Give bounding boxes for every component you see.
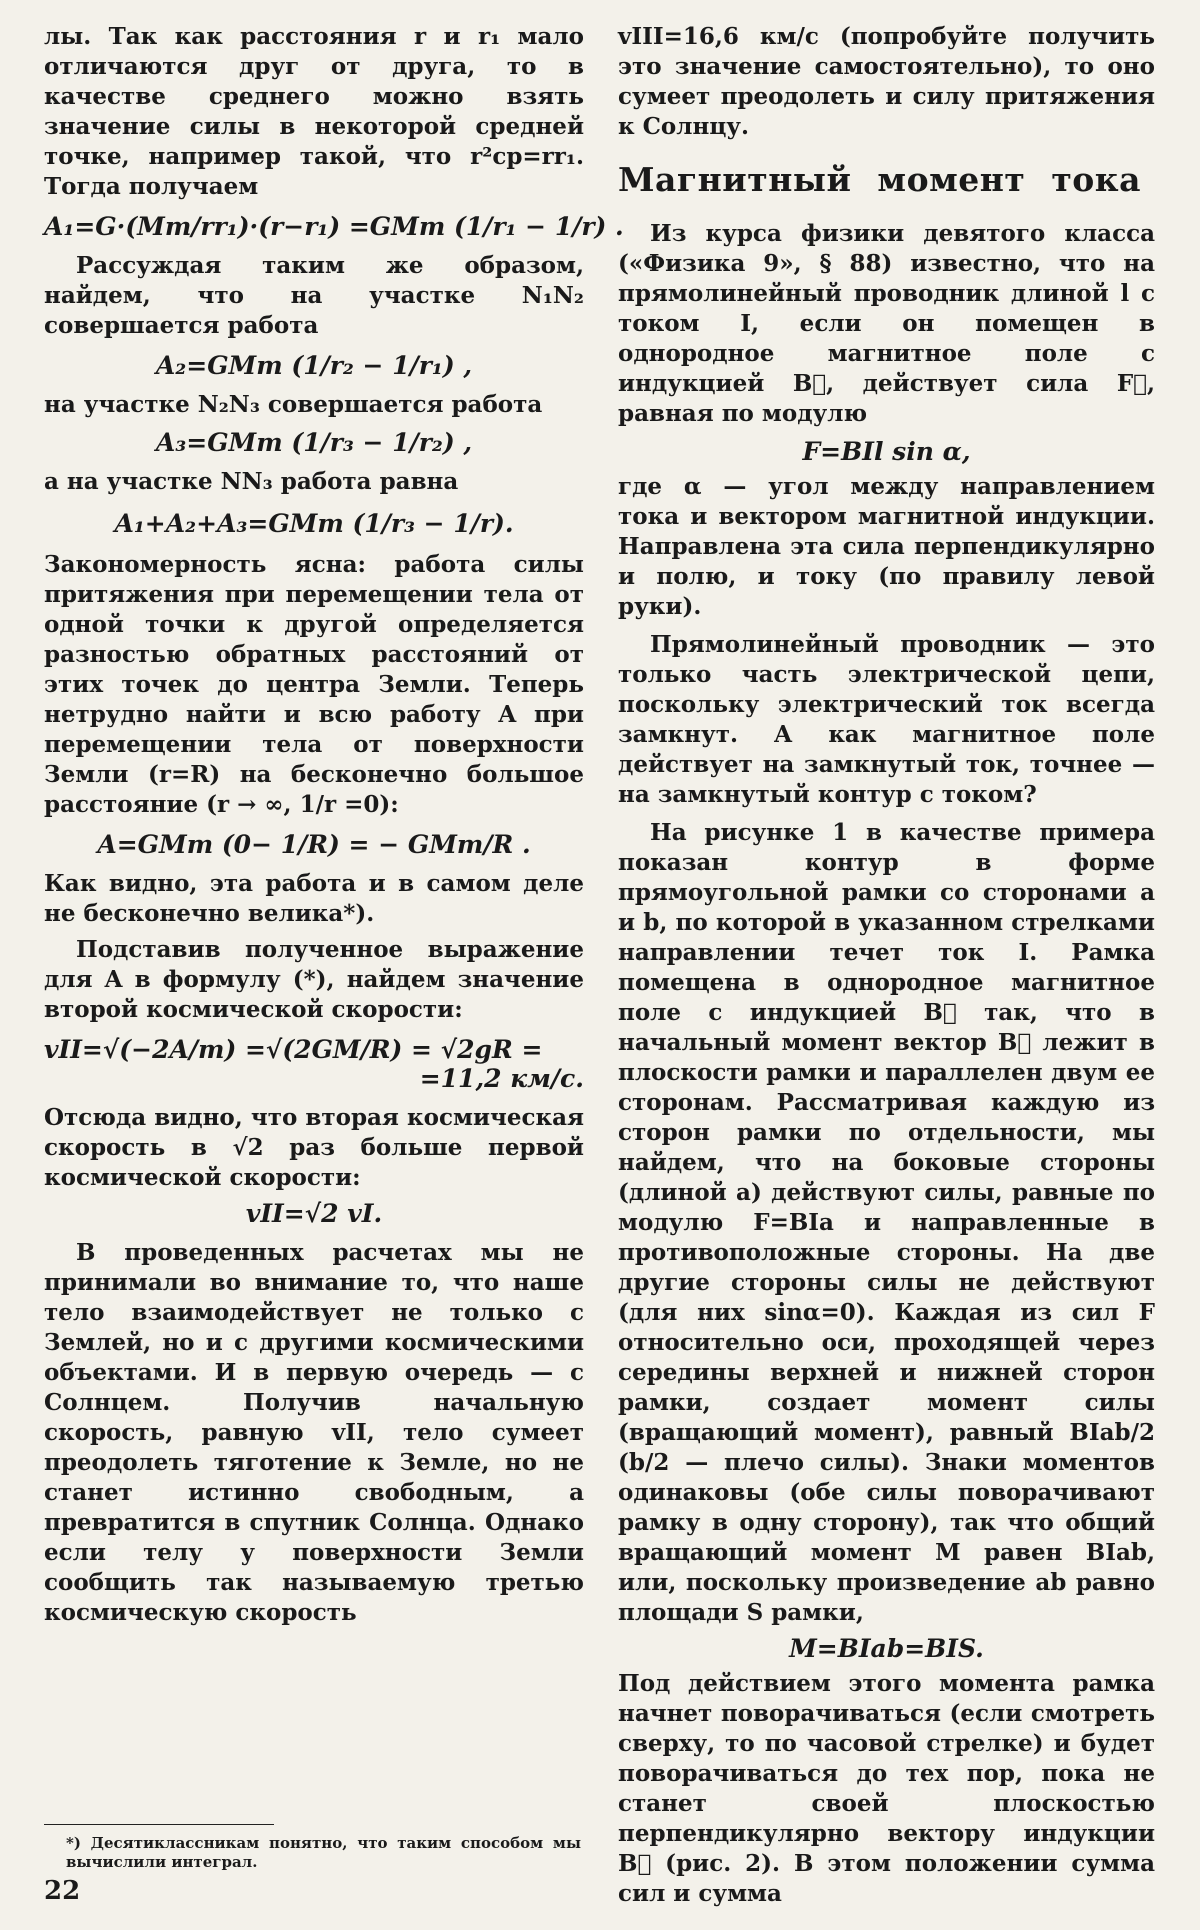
paragraph: В проведенных расчетах мы не принимали во внимание то, что наше тело взаимодействует не только с Землей, но и с другими космическими объектами. И в первую очередь — с Солнцем. Получив начальную скорость, равную vII, тело сумеет преодолеть тяготение к Земле, но не станет истинно свободным, а превратится в спутник Солнца. Однако если телу у поверхности Земли сообщить так называемую третью космическую скорость	[44, 1239, 584, 1626]
paragraph: Прямолинейный проводник — это только часть электрической цепи, поскольку электрический ток всегда замкнут. А как магнитное поле действует на замкнутый ток, точнее — на замкнутый контур с током?	[618, 631, 1155, 808]
formula: A=GMm (0− 1/R) = − GMm/R .	[97, 830, 531, 859]
formula: =11,2 км/с.	[419, 1064, 584, 1093]
paragraph: на участке N₂N₃ совершается работа	[44, 391, 543, 418]
formula: A₁+A₂+A₃=GMm (1/r₃ − 1/r).	[114, 509, 514, 538]
formula: vII=√2 vI.	[245, 1199, 383, 1228]
paragraph: Под действием этого момента рамка начнет поворачиваться (если смотреть сверху, то по часовой стрелке) и будет поворачиваться до тех пор, пока не станет своей плоскостью перпендикулярно вектору индукции B⃗ (рис. 2). В этом положении сумма сил и сумма	[618, 1670, 1155, 1907]
paragraph: Как видно, эта работа и в самом деле не бесконечно велика*).	[44, 870, 584, 927]
formula: F=BIl sin α,	[802, 437, 971, 466]
formula: A₁=G·(Mm/rr₁)·(r−r₁) =GMm (1/r₁ − 1/r) .	[44, 212, 624, 241]
paragraph: На рисунке 1 в качестве примера показан контур в форме прямоугольной рамки со сторонами a и b, по которой в указанном стрелками направлении течет ток I. Рамка помещена в однородное магнитное поле с индукцией B⃗ так, что в начальный момент вектор B⃗ лежит в плоскости рамки и параллелен двум ее сторонам. Рассматривая каждую из сторон рамки по отдельности, мы найдем, что на боковые стороны (длиной a) действуют силы, равные по модулю F=BIa и направленные в противоположные стороны. На две другие стороны силы не действуют (для них sinα=0). Каждая из сил F относительно оси, проходящей через середины верхней и нижней сторон рамки, создает момент силы (вращающий момент), равный BIab/2 (b/2 — плечо силы). Знаки моментов одинаковы (обе силы поворачивают рамку в одну сторону), так что общий вращающий момент M равен BIab, или, поскольку произведение ab равно площади S рамки,	[618, 819, 1155, 1626]
paragraph: Рассуждая таким же образом, найдем, что на участке N₁N₂ совершается работа	[44, 252, 584, 339]
paragraph: vIII=16,6 км/с (попробуйте получить это значение самостоятельно), то оно сумеет преодолеть и силу притяжения к Солнцу.	[618, 23, 1155, 140]
footnote-divider	[44, 1824, 274, 1825]
paragraph: где α — угол между направлением тока и вектором магнитной индукции. Направлена эта сила перпендикулярно и полю, и току (по правилу левой руки).	[618, 473, 1155, 620]
paragraph: Подставив полученное выражение для A в формулу (*), найдем значение второй космической скорости:	[44, 936, 584, 1023]
left-column	[44, 22, 624, 1628]
paragraph: Закономерность ясна: работа силы притяжения при перемещении тела от одной точки к другой определяется разностью обратных расстояний от этих точек до центра Земли. Теперь нетрудно найти и всю работу A при перемещении тела от поверхности Земли (r=R) на бесконечно большое расстояние (r → ∞, 1/r =0):	[44, 551, 584, 818]
paragraph: лы. Так как расстояния r и r₁ мало отличаются друг от друга, то в качестве среднего можно взять значение силы в некоторой средней точке, например такой, что r²ср=rr₁. Тогда получаем	[44, 23, 584, 200]
paragraph: Отсюда видно, что вторая космическая скорость в √2 раз больше первой космической скорости:	[44, 1104, 584, 1191]
section-heading: Магнитный момент тока	[618, 160, 1142, 199]
page-number: 22	[44, 1876, 81, 1906]
formula: M=BIab=BIS.	[789, 1634, 984, 1663]
footnote: *) Десятиклассникам понятно, что таким способом мы вычислили интеграл.	[66, 1834, 581, 1871]
formula: A₃=GMm (1/r₃ − 1/r₂) ,	[155, 428, 473, 457]
paragraph: а на участке NN₃ работа равна	[44, 468, 459, 495]
right-column	[618, 22, 1155, 1909]
formula: vII=√(−2A/m) =√(2GM/R) = √2gR =	[44, 1035, 543, 1064]
formula: A₂=GMm (1/r₂ − 1/r₁) ,	[155, 351, 473, 380]
paragraph: Из курса физики девятого класса («Физика 9», § 88) известно, что на прямолинейный проводник длиной l с током I, если он помещен в однородное магнитное поле с индукцией B⃗, действует сила F⃗, равная по модулю	[618, 220, 1155, 427]
